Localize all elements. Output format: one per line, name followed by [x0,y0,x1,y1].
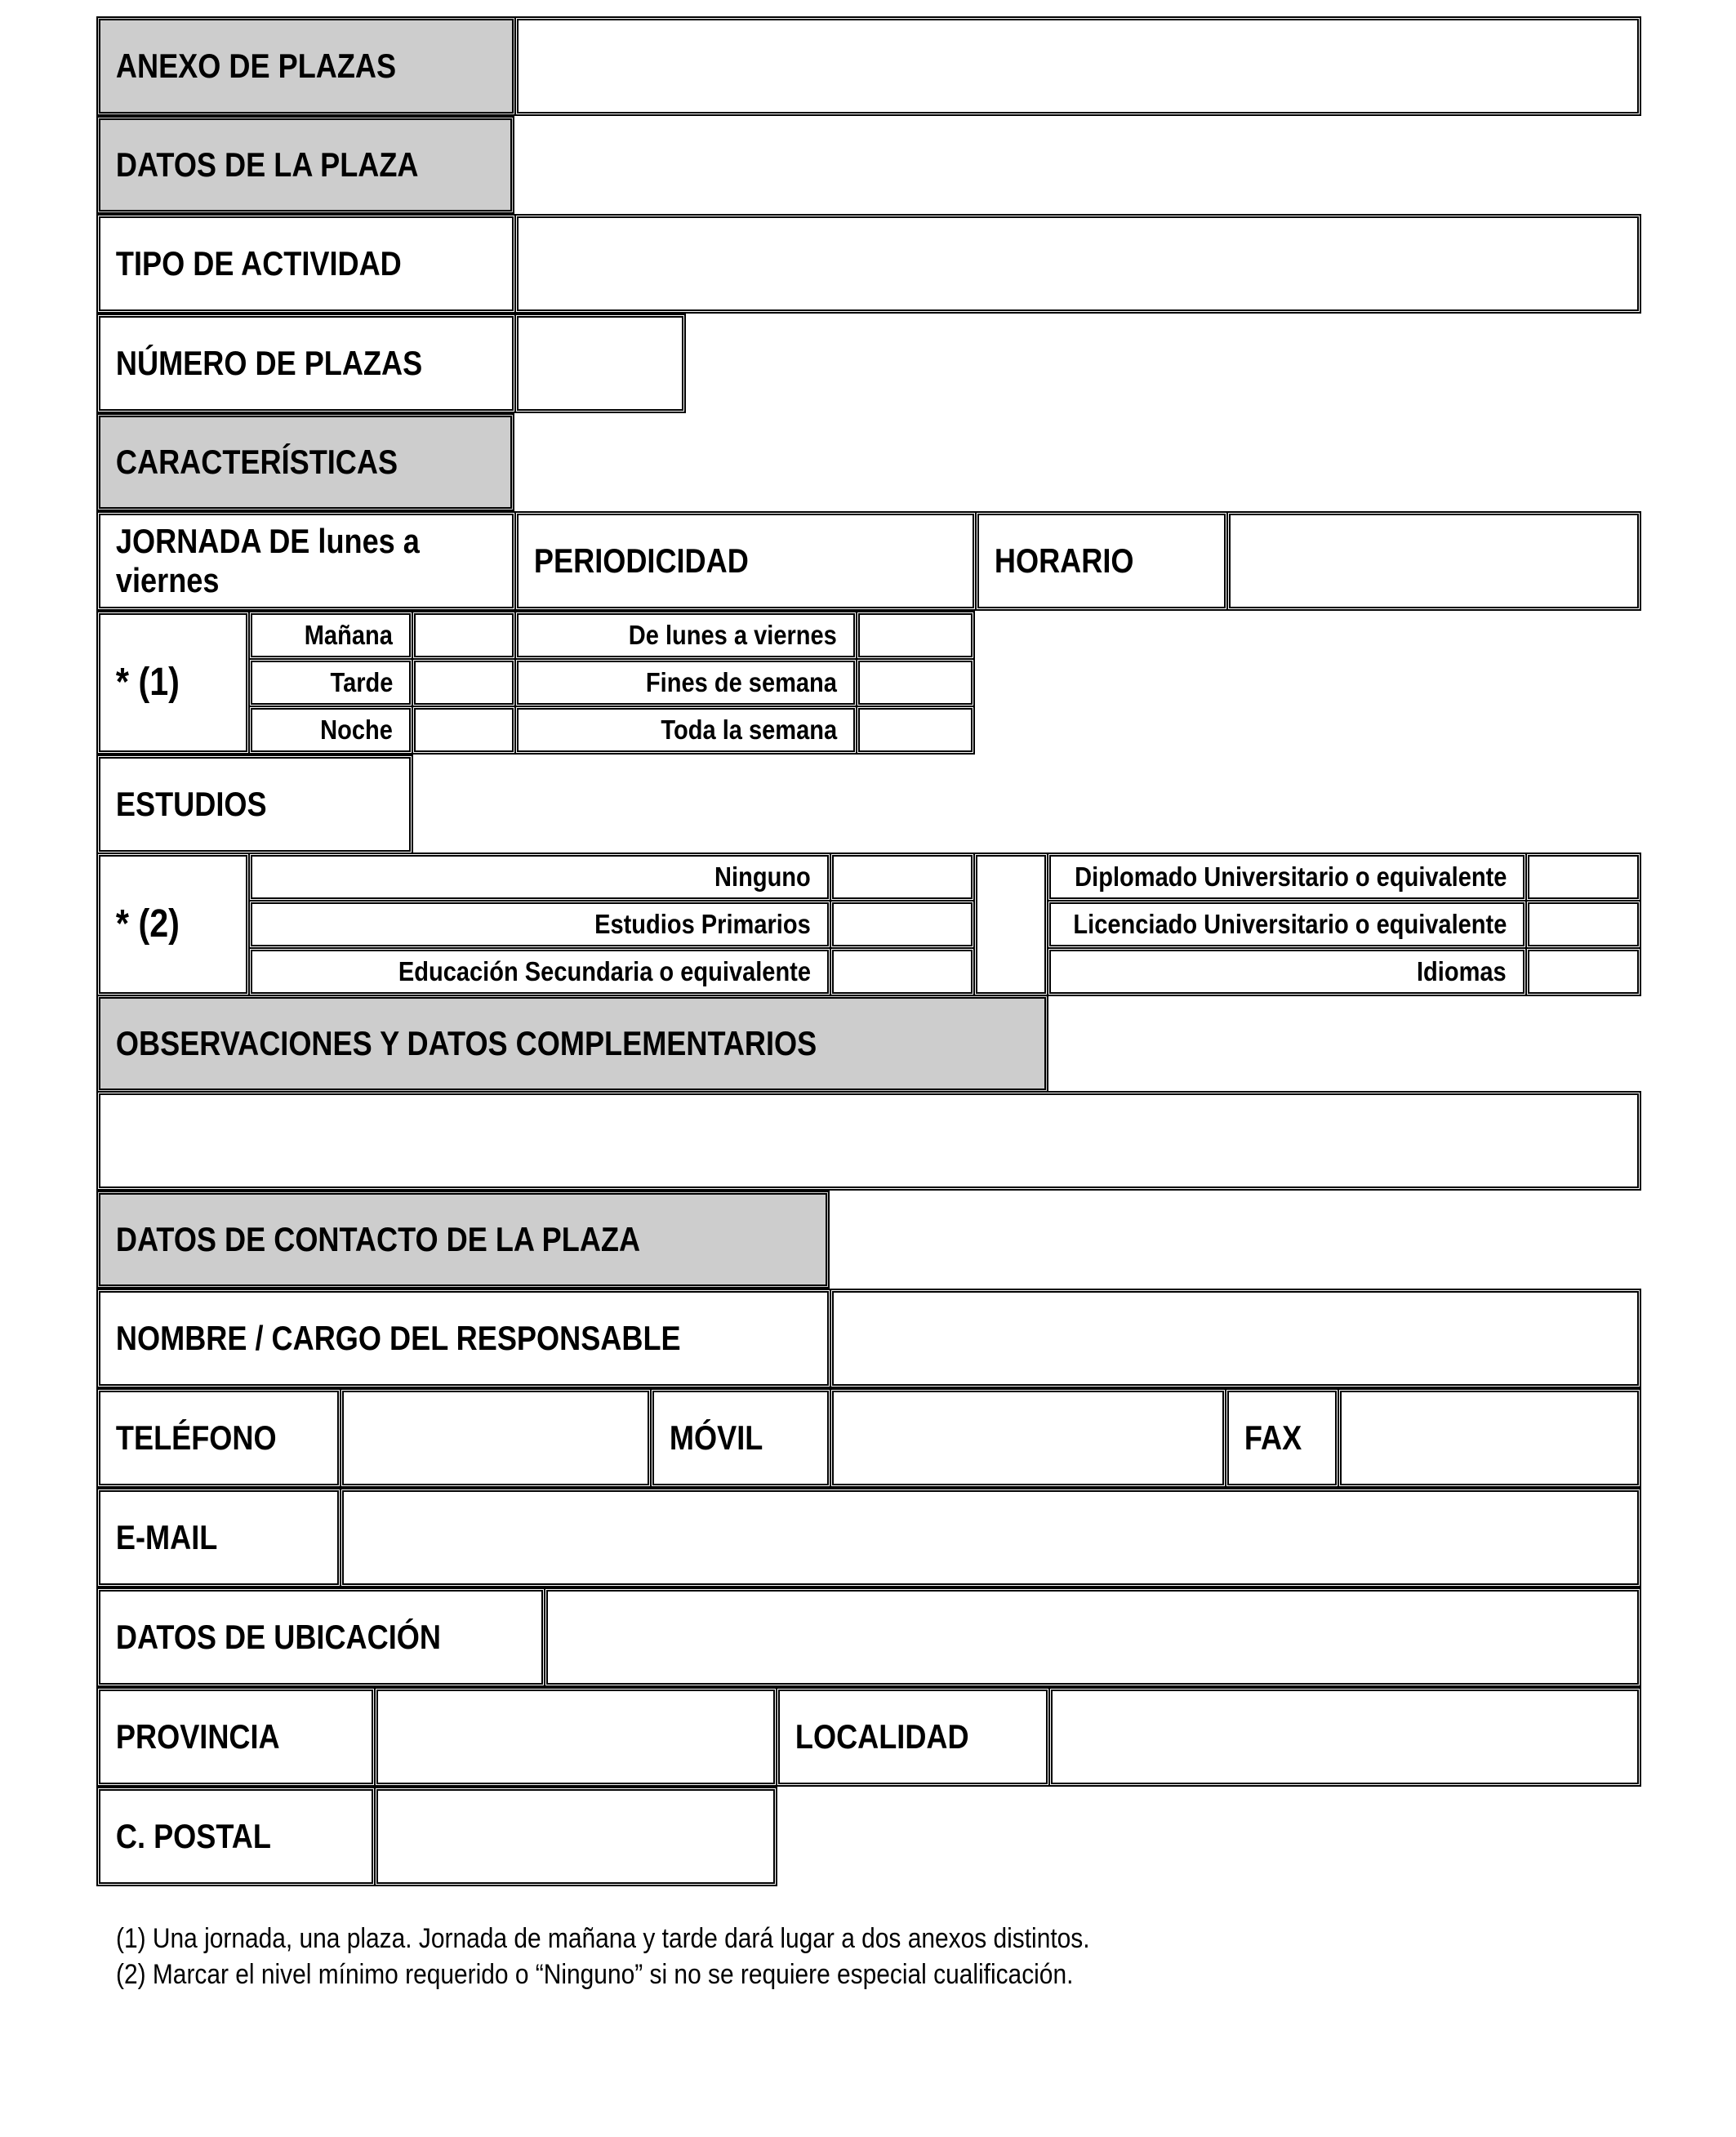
numero-plazas-field[interactable] [514,314,686,413]
periodicidad-option-lunes-viernes: De lunes a viernes [514,611,857,660]
estudios-option-licenciado: Licenciado Universitario o equivalente [1047,900,1527,949]
telefono-field[interactable] [340,1388,652,1488]
horario-label: HORARIO [975,511,1228,611]
telefono-label: TELÉFONO [96,1388,341,1488]
provincia-label: PROVINCIA [96,1687,376,1787]
note1-marker: * (1) [96,611,250,755]
periodicidad-option-toda-semana: Toda la semana [514,706,857,755]
periodicidad-option-fines-semana: Fines de semana [514,658,857,707]
estudios-option-idiomas: Idiomas [1047,947,1527,996]
responsable-label: NOMBRE / CARGO DEL RESPONSABLE [96,1289,831,1388]
localidad-label: LOCALIDAD [776,1687,1050,1787]
estudios-checkbox-licenciado[interactable] [1525,900,1641,949]
numero-plazas-label: NÚMERO DE PLAZAS [96,314,516,413]
estudios-checkbox-secundaria[interactable] [830,947,975,996]
fax-label: FAX [1225,1388,1339,1488]
tipo-actividad-label: TIPO DE ACTIVIDAD [96,214,516,314]
horario-field[interactable] [1226,511,1641,611]
ubicacion-field[interactable] [544,1587,1641,1687]
estudios-label: ESTUDIOS [96,755,413,854]
jornada-checkbox-tarde[interactable] [412,658,516,707]
datos-plaza-header: DATOS DE LA PLAZA [96,116,514,214]
jornada-option-tarde: Tarde [248,658,413,707]
periodicidad-checkbox-fines-semana[interactable] [856,658,975,707]
observaciones-header: OBSERVACIONES Y DATOS COMPLEMENTARIOS [96,995,1048,1093]
estudios-option-ninguno: Ninguno [248,853,831,902]
estudios-checkbox-diplomado[interactable] [1525,853,1641,902]
note2-marker: * (2) [96,853,250,996]
estudios-checkbox-idiomas[interactable] [1525,947,1641,996]
responsable-field[interactable] [830,1289,1641,1388]
localidad-field[interactable] [1048,1687,1641,1787]
tipo-actividad-field[interactable] [514,214,1641,314]
jornada-option-noche: Noche [248,706,413,755]
observaciones-field[interactable] [96,1091,1641,1191]
provincia-field[interactable] [374,1687,777,1787]
periodicidad-checkbox-lunes-viernes[interactable] [856,611,975,660]
jornada-checkbox-noche[interactable] [412,706,516,755]
anexo-plazas-field[interactable] [514,16,1641,116]
jornada-checkbox-manana[interactable] [412,611,516,660]
periodicidad-checkbox-toda-semana[interactable] [856,706,975,755]
estudios-option-primarios: Estudios Primarios [248,900,831,949]
footnotes [116,1921,1090,1992]
movil-label: MÓVIL [650,1388,831,1488]
estudios-option-secundaria: Educación Secundaria o equivalente [248,947,831,996]
periodicidad-label: PERIODICIDAD [514,511,977,611]
jornada-label: JORNADA DE lunes a viernes [96,511,516,611]
estudios-option-diplomado: Diplomado Universitario o equivalente [1047,853,1527,902]
movil-field[interactable] [830,1388,1226,1488]
anexo-plazas-label: ANEXO DE PLAZAS [96,16,516,116]
estudios-checkbox-primarios[interactable] [830,900,975,949]
estudios-spacer [973,853,1048,996]
contacto-header: DATOS DE CONTACTO DE LA PLAZA [96,1191,830,1289]
caracteristicas-header: CARACTERÍSTICAS [96,413,514,511]
ubicacion-label: DATOS DE UBICACIÓN [96,1587,545,1687]
email-field[interactable] [340,1488,1641,1587]
postal-label: C. POSTAL [96,1787,376,1886]
footnote-1: (1) Una jornada, una plaza. Jornada de mañana y tarde dará lugar a dos anexos distintos. [116,1923,1090,1954]
jornada-option-manana: Mañana [248,611,413,660]
postal-field[interactable] [374,1787,777,1886]
email-label: E-MAIL [96,1488,341,1587]
fax-field[interactable] [1338,1388,1641,1488]
footnote-2: (2) Marcar el nivel mínimo requerido o “Ninguno” si no se requiere especial cualificación. [116,1959,1074,1990]
estudios-checkbox-ninguno[interactable] [830,853,975,902]
